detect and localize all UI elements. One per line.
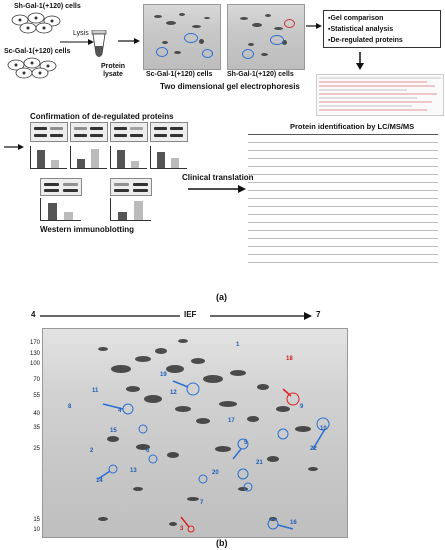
gel-title: Two dimensional gel electrophoresis <box>160 82 300 91</box>
spot-number-12: 12 <box>170 390 177 396</box>
bullet-statistical-analysis: ▪ Statistical analysis <box>328 24 436 35</box>
bullet-gel-comparison: ▪ Gel comparison <box>328 13 436 24</box>
spot-number-9: 9 <box>300 404 304 410</box>
spot-number-10: 10 <box>320 426 327 432</box>
tube-icon <box>90 30 108 60</box>
spot-number-15: 15 <box>110 428 117 434</box>
western-title: Western immunoblotting <box>40 225 135 234</box>
protein-id-label: Protein identification by LC/MS/MS <box>290 122 415 131</box>
gel-image-2 <box>227 4 305 70</box>
spot-number-3: 3 <box>180 526 184 532</box>
spot-number-6: 6 <box>146 448 150 454</box>
mw-130: 130 <box>29 351 40 357</box>
gel2-label: Sh-Gal-1(+120) cells <box>227 71 294 78</box>
spot-number-11: 11 <box>92 388 99 394</box>
mw-55: 55 <box>33 393 40 399</box>
bullet-deregulated-proteins: ▪ De-regulated proteins <box>328 35 436 46</box>
western-blot-6 <box>110 178 152 196</box>
bar-chart-5 <box>40 198 81 221</box>
mw-25: 25 <box>33 446 40 452</box>
spot-number-17: 17 <box>228 418 235 424</box>
gel-image-large <box>42 328 348 538</box>
spot-number-5: 5 <box>244 440 248 446</box>
ph-right-label: 7 <box>316 310 321 319</box>
analysis-box <box>323 10 441 48</box>
spot-number-20: 20 <box>212 470 219 476</box>
lysis-label: Lysis <box>73 30 89 37</box>
spot-number-1: 1 <box>236 342 240 348</box>
mw-40: 40 <box>33 411 40 417</box>
protein-lysate-label: Protein lysate <box>100 63 126 78</box>
spot-number-7: 7 <box>200 500 204 506</box>
gel1-label: Sc-Gal-1(+120) cells <box>146 71 213 78</box>
arrow-to-gels-icon <box>118 37 140 45</box>
cells-top-label: Sh-Gal-1(+120) cells <box>14 3 81 10</box>
cells-bottom-icon <box>6 57 64 79</box>
cells-bottom-label: Sc-Gal-1(+120) cells <box>4 48 71 55</box>
spot-number-13: 13 <box>130 468 137 474</box>
bar-chart-4 <box>150 146 187 169</box>
spot-number-16: 16 <box>290 520 297 526</box>
panel-a-label: (a) <box>216 292 227 302</box>
spot-number-21: 21 <box>256 460 263 466</box>
bar-chart-3 <box>110 146 147 169</box>
bar-chart-2 <box>70 146 107 169</box>
bar-chart-6 <box>110 198 151 221</box>
spot-number-22: 22 <box>310 446 317 452</box>
ph-left-label: 4 <box>31 310 36 319</box>
ms-output-image <box>316 74 444 116</box>
spot-number-2: 2 <box>90 448 94 454</box>
spot-number-4: 4 <box>118 408 122 414</box>
arrow-to-western-icon <box>4 143 24 151</box>
ief-arrow-icon <box>40 312 312 320</box>
lysis-arrow-icon <box>60 38 94 46</box>
cells-top-icon <box>10 12 68 34</box>
western-blot-3 <box>110 122 148 142</box>
clinical-arrow-icon <box>188 184 246 194</box>
arrow-down-icon <box>355 52 365 70</box>
mw-100: 100 <box>29 361 40 367</box>
mw-35: 35 <box>33 425 40 431</box>
mw-10: 10 <box>33 527 40 533</box>
mw-70: 70 <box>33 377 40 383</box>
mw-170: 170 <box>29 340 40 346</box>
spot-number-14: 14 <box>96 478 103 484</box>
clinical-label: Clinical translation <box>182 173 254 182</box>
panel-b-label: (b) <box>216 538 228 548</box>
gel-image-1 <box>143 4 221 70</box>
western-blot-1 <box>30 122 68 142</box>
spot-number-18: 18 <box>286 356 293 362</box>
arrow-to-bullets-icon <box>306 22 322 30</box>
confirm-title: Confirmation of de-regulated proteins <box>30 112 174 121</box>
spot-number-8: 8 <box>68 404 72 410</box>
mw-15: 15 <box>33 517 40 523</box>
spot-number-19: 19 <box>160 372 167 378</box>
western-blot-5 <box>40 178 82 196</box>
western-blot-4 <box>150 122 188 142</box>
western-blot-2 <box>70 122 108 142</box>
bar-chart-1 <box>30 146 67 169</box>
ief-label: IEF <box>184 310 197 319</box>
clinical-table <box>248 134 438 263</box>
